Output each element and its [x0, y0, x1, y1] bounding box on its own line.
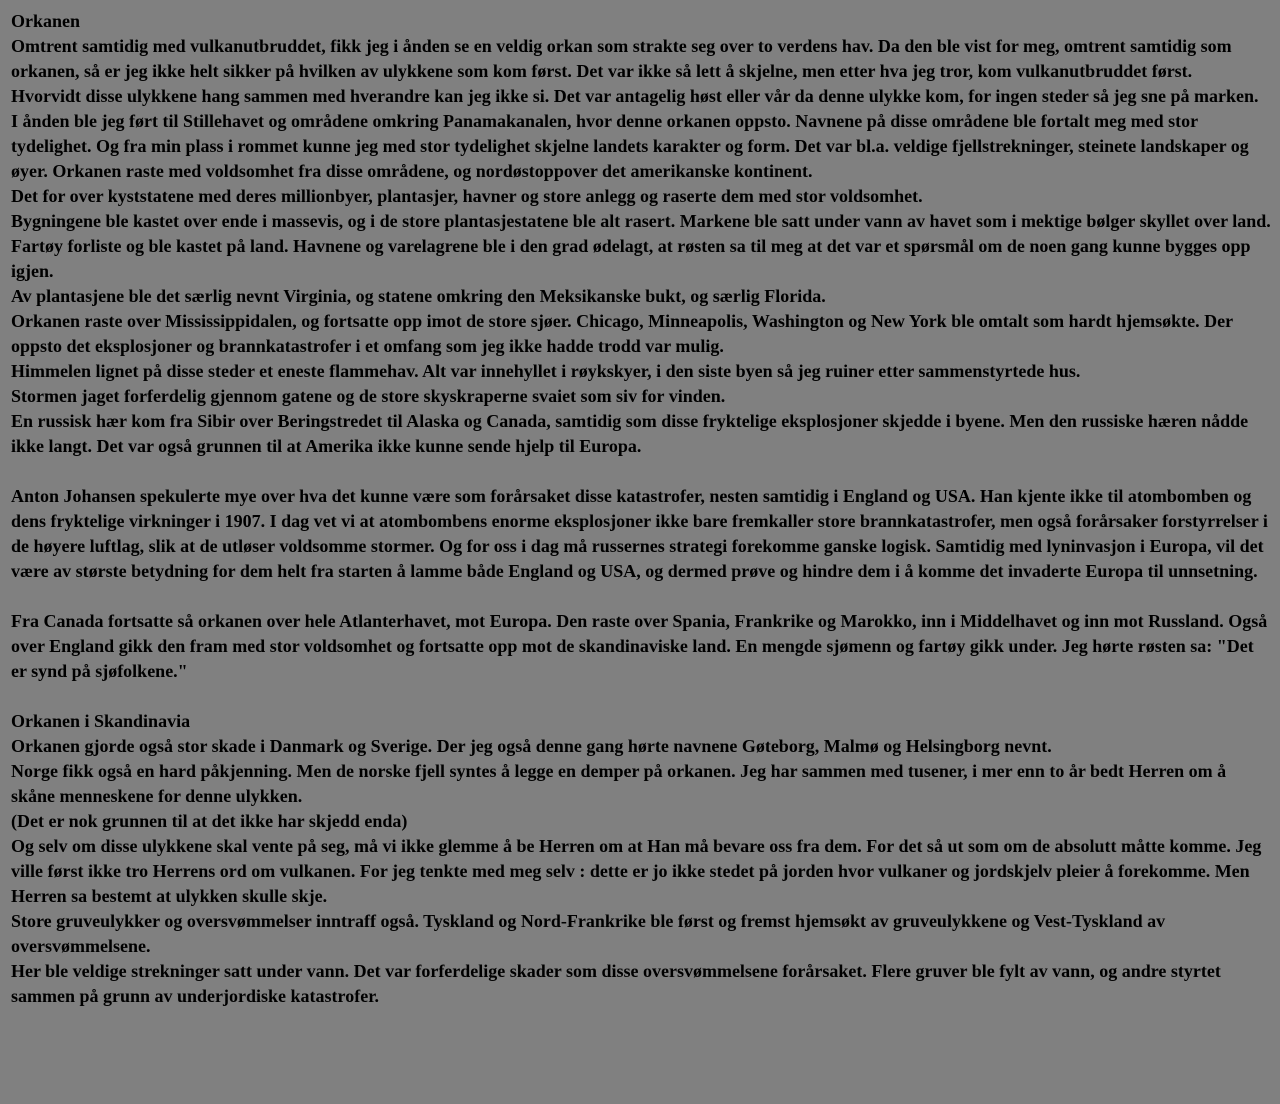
- paragraph: I ånden ble jeg ført til Stillehavet og områdene omkring Panamakanalen, hvor denne orkanen oppsto. Navnene på disse områdene ble fortalt meg med stor tydelighet. Og fra min plass i rommet kunne jeg med stor tydelighet skjelne landets karakter og form. Det var bl.a. veldige fjellstrekninger, steinete landskaper og øyer. Orkanen raste med voldsomhet fra disse områdene, og nordøstoppover det amerikanske kontinent.: [11, 111, 1249, 181]
- paragraph: Store gruveulykker og oversvømmelser inntraff også. Tyskland og Nord-Frankrike ble først og fremst hjemsøkt av gruveulykkene og Vest-Tyskland av oversvømmelsene.: [11, 911, 1166, 956]
- paragraph: Anton Johansen spekulerte mye over hva det kunne være som forårsaket disse katastrofer, nesten samtidig i England og USA. Han kjente ikke til atombomben og dens fryktelige virkninger i 1907. I dag vet vi at atombombens enorme eksplosjoner ikke bare fremkaller store brannkatastrofer, men også forårsaker forstyrrelser i de høyere luftlag, slik at de utløser voldsomme stormer. Og for oss i dag må russernes strategi forekomme ganske logisk. Samtidig med lyninvasjon i Europa, vil det være av største betydning for dem helt fra starten å lamme både England og USA, og dermed prøve og hindre dem i å komme det invaderte Europa til unnsetning.: [11, 486, 1268, 581]
- paragraph: Orkanen raste over Mississippidalen, og fortsatte opp imot de store sjøer. Chicago, Minneapolis, Washington og New York ble omtalt som hardt hjemsøkte. Der oppsto det eksplosjoner og brannkatastrofer i et omfang som jeg ikke hadde trodd var mulig.: [11, 311, 1233, 356]
- paragraph: Her ble veldige strekninger satt under vann. Det var forferdelige skader som disse oversvømmelsene forårsaket. Flere gruver ble fylt av vann, og andre styrtet sammen på grunn av underjordiske katastrofer.: [11, 961, 1221, 1006]
- paragraph: Omtrent samtidig med vulkanutbruddet, fikk jeg i ånden se en veldig orkan som strakte seg over to verdens hav. Da den ble vist for meg, omtrent samtidig som orkanen, så er jeg ikke helt sikker på hvilken av ulykkene som kom først. Det var ikke så lett å skjelne, men etter hva jeg tror, kom vulkanutbruddet først.: [11, 36, 1232, 81]
- section-atlantic: [11, 609, 1273, 684]
- section-orkanen: [11, 9, 1273, 459]
- paragraph: En russisk hær kom fra Sibir over Beringstredet til Alaska og Canada, samtidig som disse fryktelige eksplosjoner skjedde i byene. Men den russiske hæren nådde ikke langt. Det var også grunnen til at Amerika ikke kunne sende hjelp til Europa.: [11, 411, 1249, 456]
- paragraph: Bygningene ble kastet over ende i massevis, og i de store plantasjestatene ble alt rasert. Markene ble satt under vann av havet som i mektige bølger skyllet over land.: [11, 211, 1271, 231]
- section-heading: Orkanen: [11, 11, 81, 31]
- paragraph: Av plantasjene ble det særlig nevnt Virginia, og statene omkring den Meksikanske bukt, og særlig Florida.: [11, 286, 826, 306]
- paragraph: Fra Canada fortsatte så orkanen over hele Atlanterhavet, mot Europa. Den raste over Spania, Frankrike og Marokko, inn i Middelhavet og inn mot Russland. Også over England gikk den fram med stor voldsomhet og fortsatte opp mot de skandinaviske land. En mengde sjømenn og fartøy gikk under. Jeg hørte røsten sa: "Det er synd på sjøfolkene.": [11, 611, 1268, 681]
- paragraph: Himmelen lignet på disse steder et eneste flammehav. Alt var innehyllet i røykskyer, i den siste byen så jeg ruiner etter sammenstyrtede hus.: [11, 361, 1081, 381]
- section-heading: Orkanen i Skandinavia: [11, 711, 191, 731]
- section-skandinavia: [11, 709, 1273, 1009]
- paragraph: Stormen jaget forferdelig gjennom gatene og de store skyskraperne svaiet som siv for vinden.: [11, 386, 726, 406]
- paragraph: Det for over kyststatene med deres millionbyer, plantasjer, havner og store anlegg og raserte dem med stor voldsomhet.: [11, 186, 923, 206]
- paragraph: Norge fikk også en hard påkjenning. Men de norske fjell syntes å legge en demper på orkanen. Jeg har sammen med tusener, i mer enn to år bedt Herren om å skåne menneskene for denne ulykken.: [11, 761, 1227, 806]
- paragraph: Orkanen gjorde også stor skade i Danmark og Sverige. Der jeg også denne gang hørte navnene Gøteborg, Malmø og Helsingborg nevnt.: [11, 736, 1052, 756]
- document-page: [11, 9, 1273, 1009]
- paragraph: Hvorvidt disse ulykkene hang sammen med hverandre kan jeg ikke si. Det var antagelig høst eller vår da denne ulykke kom, for ingen steder så jeg sne på marken.: [11, 86, 1259, 106]
- paragraph: (Det er nok grunnen til at det ikke har skjedd enda): [11, 811, 408, 831]
- paragraph: Og selv om disse ulykkene skal vente på seg, må vi ikke glemme å be Herren om at Han må bevare oss fra dem. For det så ut som om de absolutt måtte komme. Jeg ville først ikke tro Herrens ord om vulkanen. For jeg tenkte med meg selv : dette er jo ikke stedet på jorden hvor vulkaner og jordskjelv pleier å forekomme. Men Herren sa bestemt at ulykken skulle skje.: [11, 836, 1262, 906]
- paragraph: Fartøy forliste og ble kastet på land. Havnene og varelagrene ble i den grad ødelagt, at røsten sa til meg at det var et spørsmål om de noen gang kunne bygges opp igjen.: [11, 236, 1251, 281]
- section-commentary: [11, 484, 1273, 584]
